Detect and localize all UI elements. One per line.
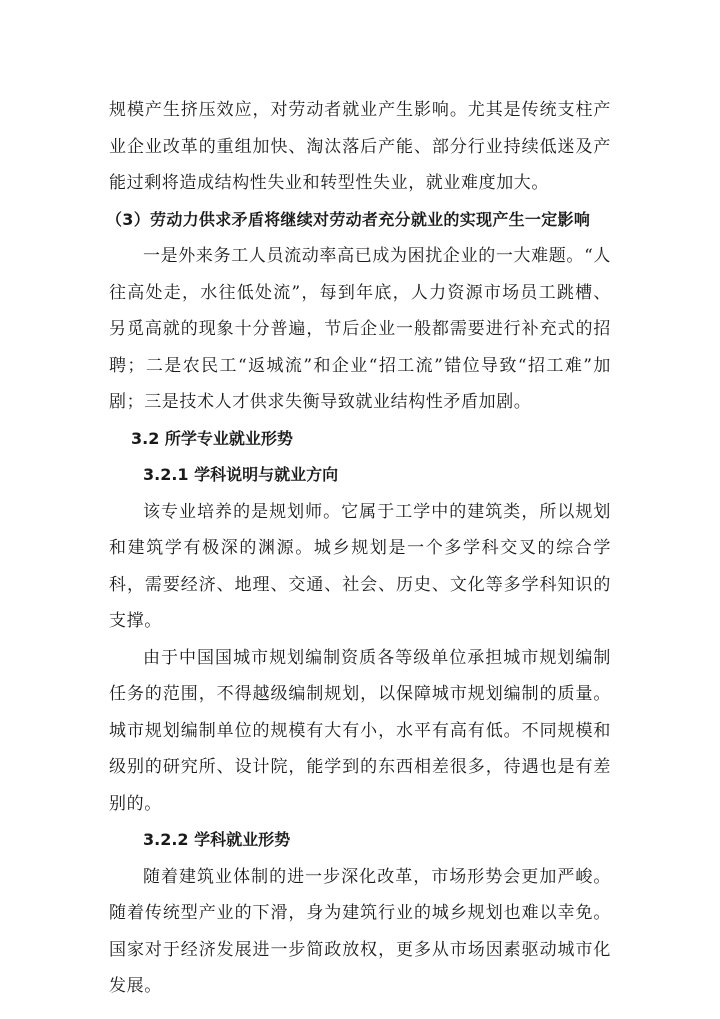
subheading-labor-supply-demand: （3）劳动力供求矛盾将继续对劳动者充分就业的实现产生一定影响 (106, 209, 591, 229)
document-body (106, 92, 611, 1005)
paragraph-employment-outlook: 随着建筑业体制的进一步深化改革，市场形势会更加严峻。随着传统型产业的下滑，身为建筑行业的城乡规划也难以幸免。国家对于经济发展进一步简政放权，更多从市场因素驱动城市化发展。 (109, 866, 611, 996)
section-heading-3-2-2: 3.2.2 学科就业形势 (143, 830, 291, 849)
section-heading-3-2: 3.2 所学专业就业形势 (131, 428, 293, 448)
paragraph-migrant-workers: 一是外来务工人员流动率高已成为困扰企业的一大难题。“人往高处走，水往低处流”，每到年底，人力资源市场员工跳槽、另觅高就的现象十分普遍，节后企业一般都需要进行补充式的招聘；二是农民工“返城流”和企业“招工流”错位导致“招工难”加剧；三是技术人才供求失衡导致就业结构性矛盾加剧。 (109, 246, 611, 412)
section-heading-3-2-1: 3.2.1 学科说明与就业方向 (143, 465, 339, 484)
paragraph-discipline-description: 该专业培养的是规划师。它属于工学中的建筑类，所以规划和建筑学有极深的渊源。城乡规划是一个多学科交叉的综合学科，需要经济、地理、交通、社会、历史、文化等多学科知识的支撑。 (109, 501, 611, 631)
paragraph-continued: 规模产生挤压效应，对劳动者就业产生影响。尤其是传统支柱产业企业改革的重组加快、淘汰落后产能、部分行业持续低迷及产能过剩将造成结构性失业和转型性失业，就业难度加大。 (109, 100, 611, 193)
paragraph-planning-qualification: 由于中国国城市规划编制资质各等级单位承担城市规划编制任务的范围，不得越级编制规划，以保障城市规划编制的质量。城市规划编制单位的规模有大有小，水平有高有低。不同规模和级别的研究所、设计院，能学到的东西相差很多，待遇也是有差别的。 (109, 647, 611, 814)
